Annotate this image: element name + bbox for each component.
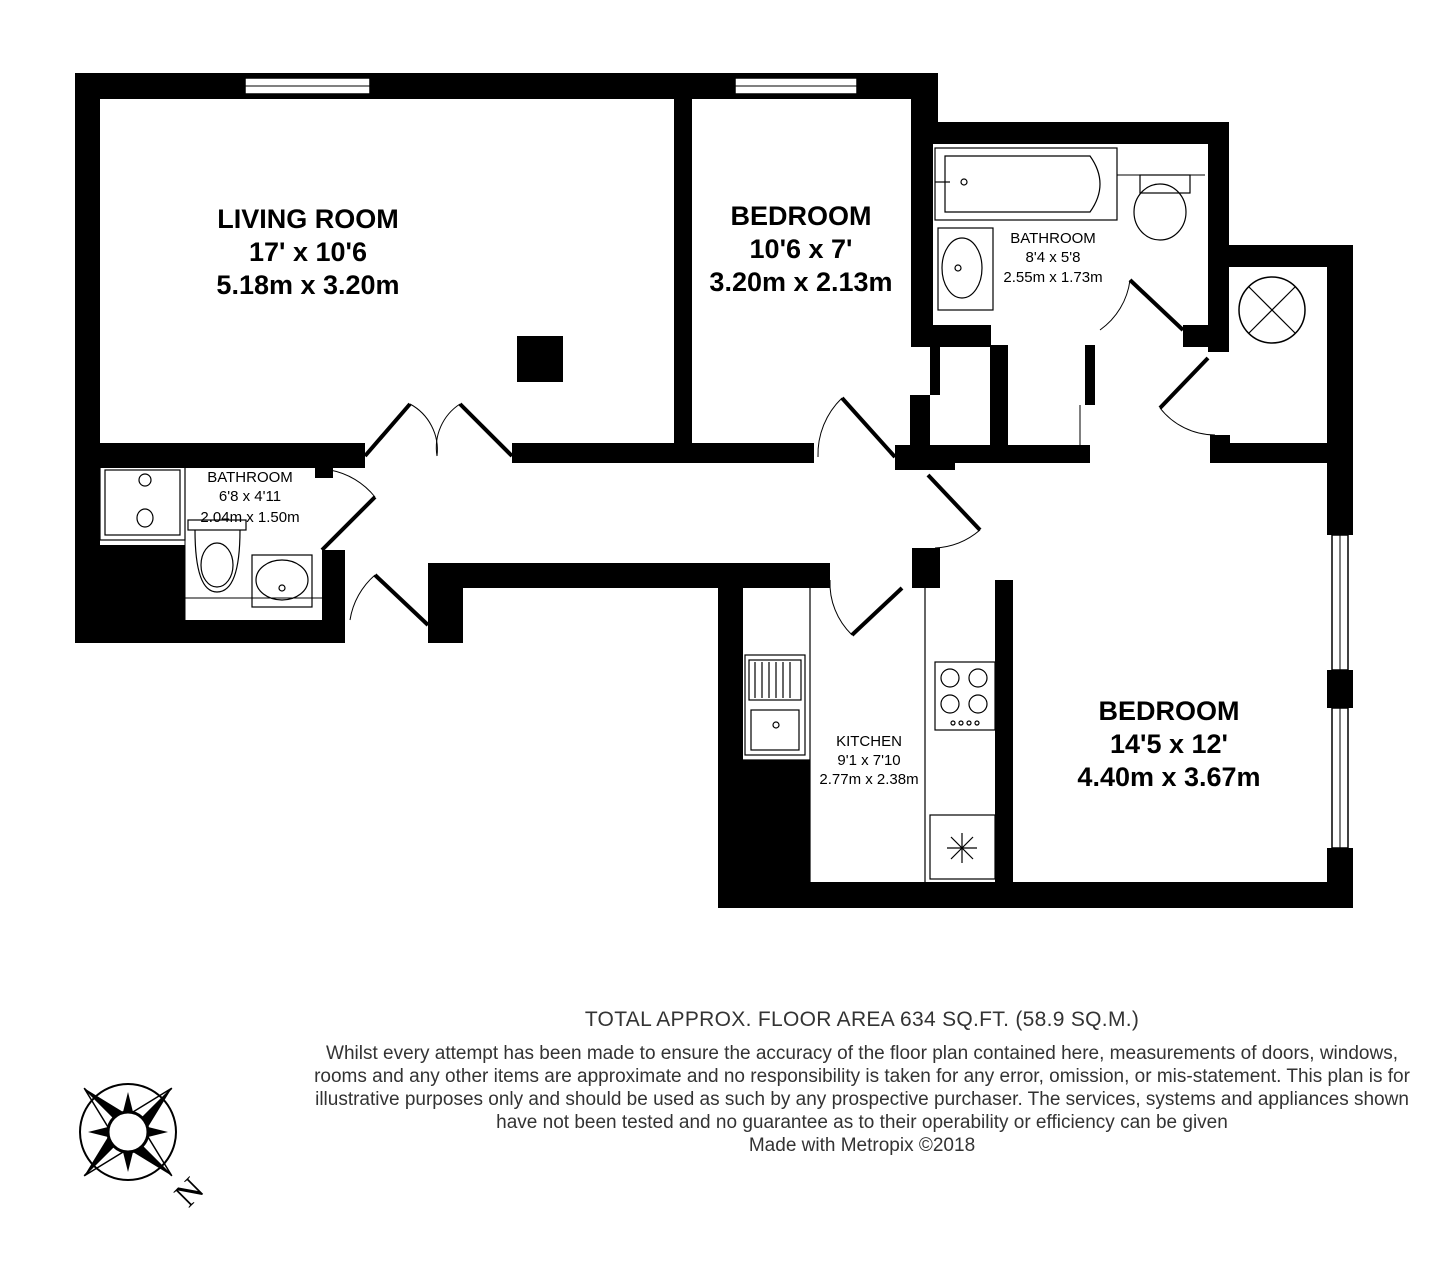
chimney-block: [517, 336, 563, 382]
bedroom-2-name: BEDROOM: [1098, 696, 1240, 726]
bathroom-1-name: BATHROOM: [1010, 230, 1096, 247]
bathroom-2-door: [322, 470, 375, 550]
bedroom-1-metric: 3.20m x 2.13m: [709, 267, 893, 297]
bedroom-1-door: [818, 398, 895, 457]
hob-icon: [935, 662, 995, 730]
bathroom-2-metric: 2.04m x 1.50m: [200, 509, 300, 526]
kitchen-imperial: 9'1 x 7'10: [837, 752, 901, 769]
disclaimer-text: Whilst every attempt has been made to ensure the accuracy of the floor plan contained here, measurements of doors, windows, rooms and any other items are approximate and no responsibility is taken for any error, omission, or mis-statement. This plan is for illustrative purposes only and should be used as such by any prospective purchaser. The services, systems and appliances shown have not been tested and no guarantee as to their operability or efficiency can be given: [314, 1043, 1410, 1133]
washbasin-icon: [938, 228, 993, 310]
toilet-icon: [188, 520, 246, 592]
kitchen-metric: 2.77m x 2.38m: [819, 771, 919, 788]
shower-tray-icon: [100, 465, 185, 540]
toilet-icon: [1134, 175, 1190, 240]
bedroom-2-metric: 4.40m x 3.67m: [1077, 762, 1261, 792]
bathroom-1-metric: 2.55m x 1.73m: [1003, 269, 1103, 286]
bedroom-2-door: [928, 475, 980, 548]
bathtub-icon: [935, 148, 1117, 220]
disclaimer: [300, 1042, 1424, 1157]
entrance-door: [350, 575, 428, 625]
bedroom-1-name: BEDROOM: [730, 201, 872, 231]
washbasin-icon: [252, 555, 312, 607]
made-with-credit: Made with Metropix ©2018: [748, 1135, 976, 1156]
bathroom-1-imperial: 8'4 x 5'8: [1025, 249, 1081, 266]
fridge-icon: [930, 815, 995, 879]
living-room-imperial: 17' x 10'6: [249, 237, 367, 267]
living-room-metric: 5.18m x 3.20m: [216, 270, 400, 300]
bedroom-2-imperial: 14'5 x 12': [1110, 729, 1228, 759]
sink-icon: [745, 655, 805, 755]
bedroom-1-imperial: 10'6 x 7': [749, 234, 853, 264]
bathroom-1-door: [1100, 280, 1215, 435]
living-room-double-door: [365, 404, 512, 456]
boiler-icon: [1239, 277, 1305, 343]
north-label: N: [167, 1170, 212, 1215]
bathroom-2-name: BATHROOM: [207, 469, 293, 486]
living-room-name: LIVING ROOM: [217, 204, 399, 234]
total-floor-area: TOTAL APPROX. FLOOR AREA 634 SQ.FT. (58.9 SQ.M.): [584, 1008, 1140, 1031]
bathroom-2-imperial: 6'8 x 4'11: [218, 488, 282, 505]
kitchen-name: KITCHEN: [836, 733, 902, 750]
kitchen-door: [830, 580, 902, 635]
